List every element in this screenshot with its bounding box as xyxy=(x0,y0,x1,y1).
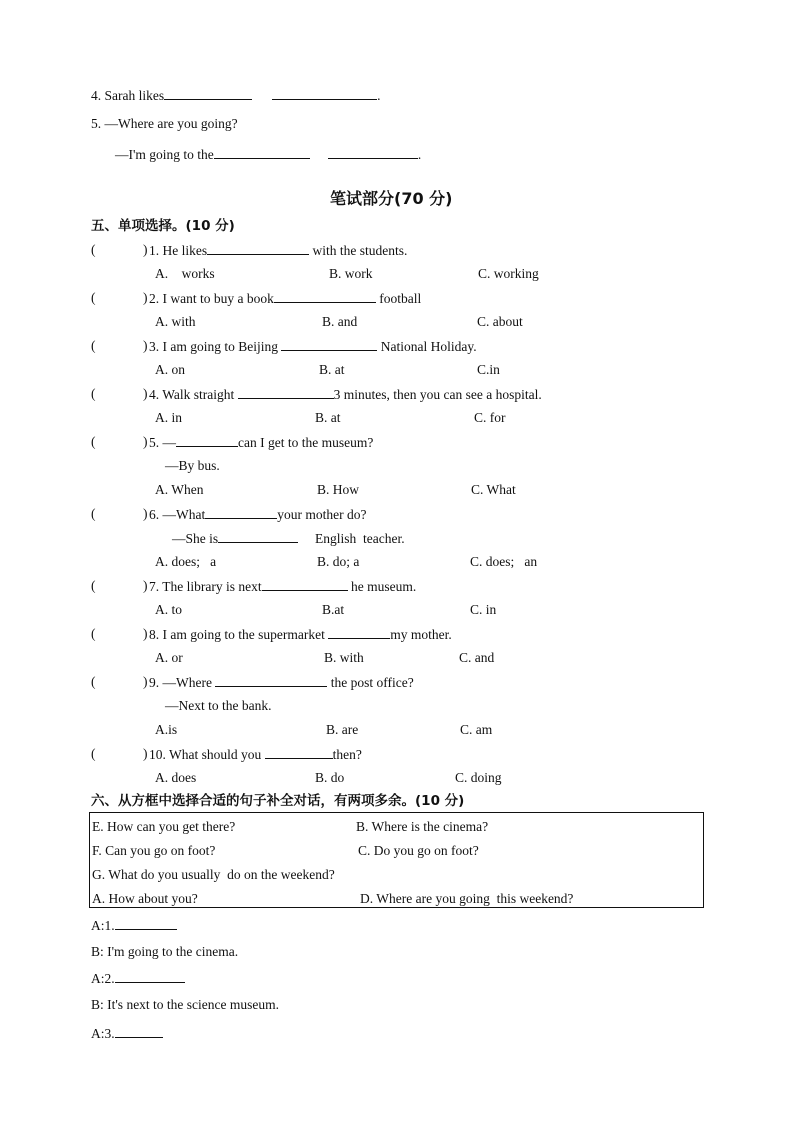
stem-text: then? xyxy=(332,747,362,762)
answer-blank[interactable] xyxy=(272,87,377,100)
stem-text: 2. I want to buy a book xyxy=(149,291,274,306)
option-a[interactable]: A. works xyxy=(155,266,215,281)
paren-open: ( xyxy=(91,242,96,257)
option-c[interactable]: C. working xyxy=(478,266,539,281)
paren-open: ( xyxy=(91,434,96,449)
stem-text: with the students. xyxy=(309,243,408,258)
option-b[interactable]: B. and xyxy=(322,314,358,329)
stem-text: he museum. xyxy=(347,579,417,594)
question-5-answer xyxy=(115,146,421,163)
option-b[interactable]: B. at xyxy=(315,410,341,425)
box-option-d: D. Where are you going this weekend? xyxy=(360,891,574,906)
option-b[interactable]: B. How xyxy=(317,482,360,497)
paren-close: ) xyxy=(143,746,148,761)
question-stem-9 xyxy=(149,674,414,691)
question-stem-3 xyxy=(149,338,477,355)
stem-text: 4. Walk straight xyxy=(149,387,238,402)
dialogue-line-2: B: I'm going to the cinema. xyxy=(91,944,239,959)
paren-close: ) xyxy=(143,386,148,401)
box-option-e: E. How can you get there? xyxy=(92,819,236,834)
option-b[interactable]: B. with xyxy=(324,650,364,665)
section-6-heading: 六、从方框中选择合适的句子补全对话，有两项多余。(10 分) xyxy=(91,793,465,809)
stem-text: 8. I am going to the supermarket xyxy=(149,627,329,642)
answer-blank[interactable] xyxy=(218,530,298,543)
answer-blank[interactable] xyxy=(176,434,238,447)
question-stem-2 xyxy=(149,290,421,307)
option-a[interactable]: A. does; a xyxy=(155,554,217,569)
paren-open: ( xyxy=(91,386,96,401)
stem-text: 3. I am going to Beijing xyxy=(149,339,282,354)
option-b[interactable]: B. at xyxy=(319,362,345,377)
period: . xyxy=(417,147,422,162)
question-reply-9: —Next to the bank. xyxy=(165,698,272,713)
paren-open: ( xyxy=(91,290,96,305)
box-option-f: F. Can you go on foot? xyxy=(92,843,216,858)
option-a[interactable]: A. with xyxy=(155,314,196,329)
question-stem-5 xyxy=(149,434,373,451)
question-stem-8 xyxy=(149,626,452,643)
paren-close: ) xyxy=(143,578,148,593)
dialogue-text: A:1. xyxy=(91,918,115,933)
question-stem-4 xyxy=(149,386,542,403)
question-stem-10 xyxy=(149,746,362,763)
paren-open: ( xyxy=(91,746,96,761)
answer-blank[interactable] xyxy=(205,506,277,519)
option-a[interactable]: A. or xyxy=(155,650,183,665)
option-b[interactable]: B. work xyxy=(329,266,373,281)
dialogue-text: A:2. xyxy=(91,971,115,986)
answer-blank[interactable] xyxy=(328,146,418,159)
option-a[interactable]: A. to xyxy=(155,602,182,617)
stem-text: 10. What should you xyxy=(149,747,265,762)
paren-open: ( xyxy=(91,578,96,593)
dialogue-text: A:3. xyxy=(91,1026,115,1041)
paren-close: ) xyxy=(143,506,148,521)
option-c[interactable]: C. am xyxy=(460,722,493,737)
question-5-answer-text: —I'm going to the xyxy=(115,147,214,162)
answer-blank[interactable] xyxy=(265,746,333,759)
option-b[interactable]: B. do; a xyxy=(317,554,360,569)
option-c[interactable]: C. What xyxy=(471,482,516,497)
stem-text: football xyxy=(375,291,422,306)
stem-text: can I get to the museum? xyxy=(238,435,374,450)
period: . xyxy=(377,88,381,103)
stem-text: the post office? xyxy=(327,675,414,690)
option-c[interactable]: C. doing xyxy=(455,770,502,785)
question-stem-7 xyxy=(149,578,416,595)
answer-blank[interactable] xyxy=(214,146,310,159)
answer-blank[interactable] xyxy=(238,386,334,399)
paren-close: ) xyxy=(143,338,148,353)
option-b[interactable]: B. are xyxy=(326,722,359,737)
paren-close: ) xyxy=(143,626,148,641)
option-a[interactable]: A. in xyxy=(155,410,182,425)
paren-open: ( xyxy=(91,338,96,353)
option-c[interactable]: C. does; an xyxy=(470,554,538,569)
answer-blank[interactable] xyxy=(328,626,390,639)
option-a[interactable]: A.is xyxy=(155,722,178,737)
option-c[interactable]: C. for xyxy=(474,410,506,425)
question-5: 5. —Where are you going? xyxy=(91,116,238,131)
paren-close: ) xyxy=(143,434,148,449)
option-a[interactable]: A. on xyxy=(155,362,185,377)
options-box xyxy=(89,812,704,908)
stem-text: 7. The library is next xyxy=(149,579,262,594)
answer-blank[interactable] xyxy=(115,970,185,983)
answer-blank[interactable] xyxy=(207,242,309,255)
option-c[interactable]: C. and xyxy=(459,650,495,665)
stem-text: my mother. xyxy=(390,627,452,642)
paren-close: ) xyxy=(143,674,148,689)
question-4-text: 4. Sarah likes xyxy=(91,88,165,103)
stem-text: 5. — xyxy=(149,435,176,450)
answer-blank[interactable] xyxy=(274,290,376,303)
stem-text: National Holiday. xyxy=(377,339,477,354)
box-option-a: A. How about you? xyxy=(92,891,198,906)
reply-text: English teacher. xyxy=(298,531,405,546)
answer-blank[interactable] xyxy=(115,1025,163,1038)
box-option-c: C. Do you go on foot? xyxy=(358,843,479,858)
option-c[interactable]: C.in xyxy=(477,362,500,377)
question-stem-1 xyxy=(149,242,407,259)
answer-blank[interactable] xyxy=(215,674,327,687)
option-c[interactable]: C. about xyxy=(477,314,523,329)
stem-text: 1. He likes xyxy=(149,243,208,258)
box-option-g: G. What do you usually do on the weekend? xyxy=(92,867,335,882)
option-a[interactable]: A. does xyxy=(155,770,197,785)
question-stem-6 xyxy=(149,506,366,523)
section-5-heading: 五、单项选择。(10 分) xyxy=(91,218,235,234)
paren-open: ( xyxy=(91,506,96,521)
stem-text: your mother do? xyxy=(277,507,367,522)
option-b[interactable]: B. do xyxy=(315,770,345,785)
question-4 xyxy=(91,87,381,104)
reply-text: —She is xyxy=(172,531,219,546)
dialogue-line-4: B: It's next to the science museum. xyxy=(91,997,280,1012)
paren-open: ( xyxy=(91,674,96,689)
stem-text: 3 minutes, then you can see a hospital. xyxy=(333,387,542,402)
box-option-b: B. Where is the cinema? xyxy=(356,819,489,834)
option-b[interactable]: B.at xyxy=(322,602,345,617)
paren-close: ) xyxy=(143,290,148,305)
option-a[interactable]: A. When xyxy=(155,482,204,497)
option-c[interactable]: C. in xyxy=(470,602,497,617)
written-part-title: 笔试部分(70 分) xyxy=(330,189,453,208)
question-reply-6 xyxy=(172,530,405,547)
answer-blank[interactable] xyxy=(281,338,377,351)
dialogue-line-5 xyxy=(91,1025,163,1042)
paren-close: ) xyxy=(143,242,148,257)
dialogue-line-1 xyxy=(91,917,177,934)
dialogue-line-3 xyxy=(91,970,185,987)
stem-text: 6. —What xyxy=(149,507,206,522)
answer-blank[interactable] xyxy=(262,578,348,591)
question-reply-5: —By bus. xyxy=(165,458,220,473)
paren-open: ( xyxy=(91,626,96,641)
answer-blank[interactable] xyxy=(115,917,177,930)
answer-blank[interactable] xyxy=(164,87,252,100)
stem-text: 9. —Where xyxy=(149,675,216,690)
